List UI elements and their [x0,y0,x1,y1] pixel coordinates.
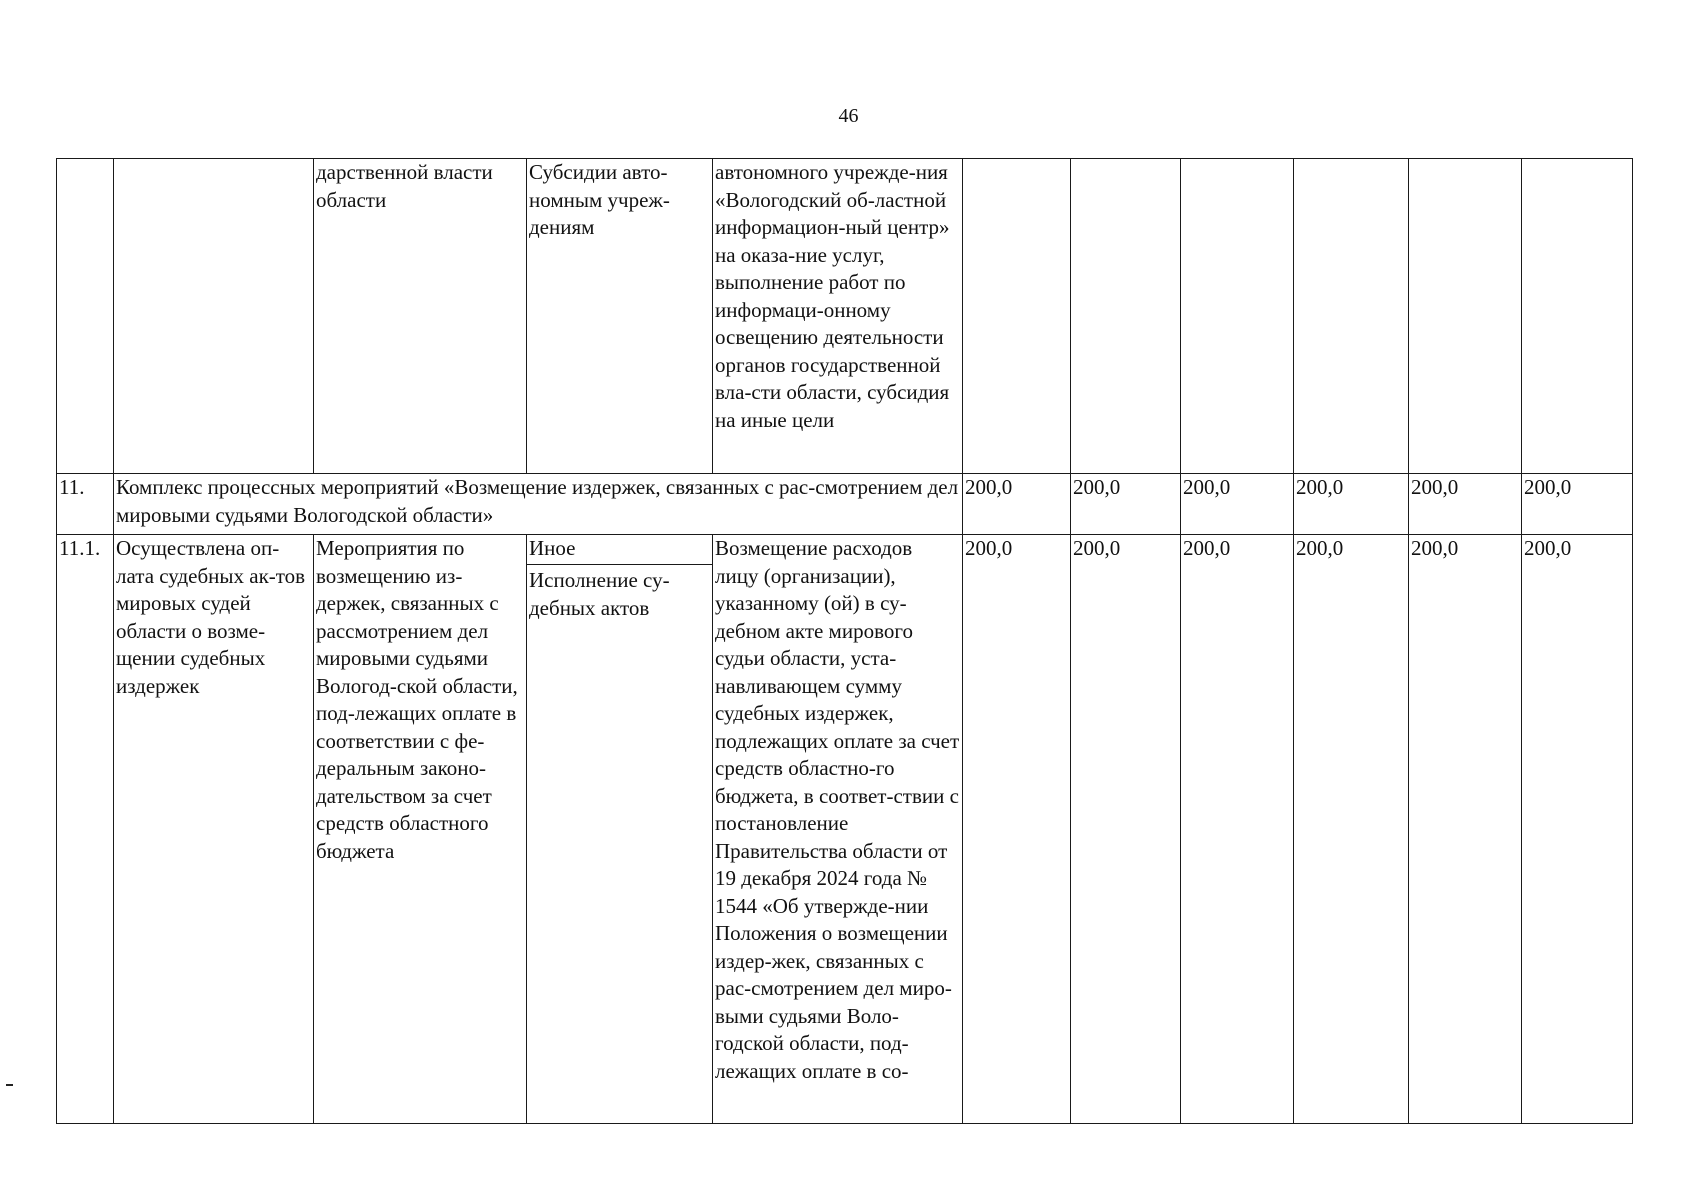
cell-number: 11. [57,474,114,535]
cell-value: 200,0 [1522,535,1633,1124]
cell-value: 200,0 [963,535,1071,1124]
cell-value: 200,0 [1522,474,1633,535]
table-row-continued [57,159,1633,474]
cell-value: 200,0 [1181,535,1294,1124]
scan-artifact-mark [6,1084,13,1086]
cell-complex-title: Комплекс процессных мероприятий «Возмещение издержек, связанных с рас-смотрением дел мировыми судьями Вологодской области» [114,474,963,535]
cell-type: Субсидии авто-номным учреж-дениям [527,159,713,474]
cell-result [114,159,314,474]
cell-value [1071,159,1181,474]
cell-value: 200,0 [1409,535,1522,1124]
cell-value [1409,159,1522,474]
cell-value [1522,159,1633,474]
cell-value: 200,0 [963,474,1071,535]
cell-result: Осуществлена оп-лата судебных ак-тов мировых судей области о возме-щении судебных издержек [114,535,314,1124]
cell-value: 200,0 [1294,474,1409,535]
cell-value: 200,0 [1071,474,1181,535]
cell-number: 11.1. [57,535,114,1124]
cell-type [527,535,713,1124]
cell-authority: дарственной власти области [314,159,527,474]
table-row-11-1 [57,535,1633,1124]
table-row-11 [57,474,1633,535]
cell-type-bottom: Исполнение су-дебных актов [529,568,670,620]
budget-measures-table [56,158,1633,1124]
cell-value [963,159,1071,474]
cell-value [1181,159,1294,474]
cell-value: 200,0 [1071,535,1181,1124]
cell-description: Возмещение расходов лицу (организации), указанному (ой) в су-дебном акте мирового судьи области, уста-навливающем сумму судебных издержек, подлежащих оплате за счет средств областно-го бюджета, в соответ-ствии с постановление Правительства области от 19 декабря 2024 года № 1544 «Об утвержде-нии Положения о возмещении издер-жек, связанных с рас-смотрением дел миро-выми судьями Воло-годской области, под-лежащих оплате в со- [713,535,963,1124]
cell-number [57,159,114,474]
cell-value: 200,0 [1294,535,1409,1124]
cell-measure: Мероприятия по возмещению из-держек, связанных с рассмотрением дел мировыми судьями Вологод-ской области, под-лежащих оплате в соответствии с фе-деральным законо-дательством за счет средств областного бюджета [314,535,527,1124]
cell-description: автономного учрежде-ния «Вологодский об-ластной информацион-ный центр» на оказа-ние услуг, выполнение работ по информаци-онному освещению деятельности органов государственной вла-сти области, субсидия на иные цели [713,159,963,474]
cell-value: 200,0 [1181,474,1294,535]
cell-type-top: Иное [527,535,712,565]
cell-value [1294,159,1409,474]
cell-value: 200,0 [1409,474,1522,535]
page-number: 46 [838,105,859,127]
